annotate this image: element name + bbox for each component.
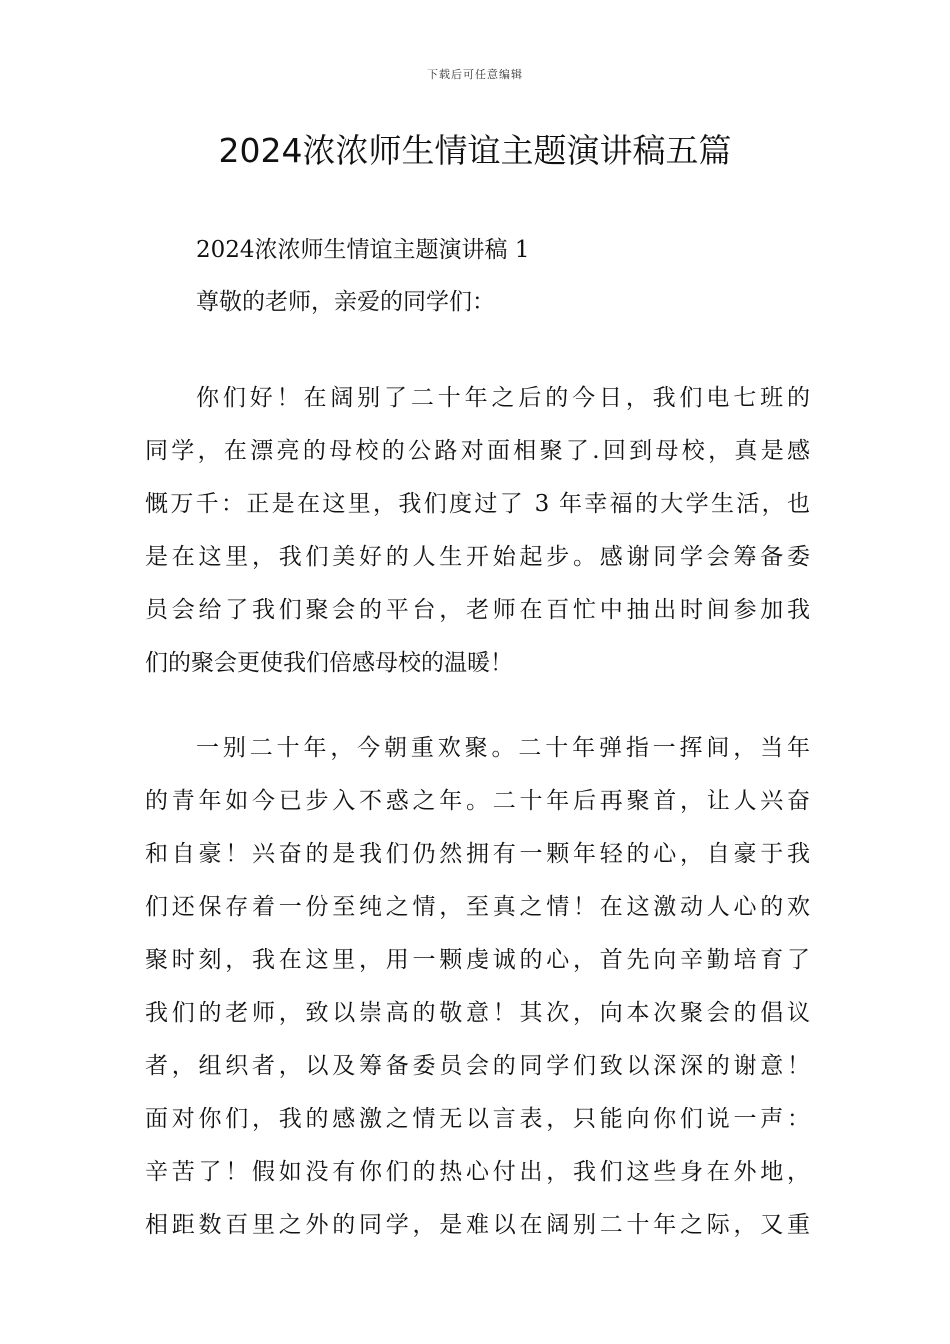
paragraph-line: 面对你们，我的感激之情无以言表，只能向你们说一声： xyxy=(145,1106,810,1132)
paragraph-2 xyxy=(145,722,810,1252)
paragraph-line: 相距数百里之外的同学，是难以在阔别二十年之际，又重 xyxy=(145,1212,810,1238)
header-note: 下载后可任意编辑 xyxy=(427,68,523,81)
paragraph-line: 我们的老师，致以崇高的敬意！其次，向本次聚会的倡议 xyxy=(145,1000,810,1026)
section-subheading: 2024浓浓师生情谊主题演讲稿 1 xyxy=(196,237,530,263)
paragraph-line: 的青年如今已步入不惑之年。二十年后再聚首，让人兴奋 xyxy=(145,788,810,814)
paragraph-line: 聚时刻，我在这里，用一颗虔诚的心，首先向辛勤培育了 xyxy=(145,947,810,973)
paragraph-line: 者，组织者，以及筹备委员会的同学们致以深深的谢意！ xyxy=(145,1053,810,1079)
paragraph-line: 一别二十年，今朝重欢聚。二十年弹指一挥间，当年 xyxy=(196,735,810,761)
paragraph-line: 同学，在漂亮的母校的公路对面相聚了.回到母校，真是感 xyxy=(145,438,810,464)
paragraph-line: 慨万千：正是在这里，我们度过了 3 年幸福的大学生活，也 xyxy=(145,491,810,517)
paragraph-1 xyxy=(145,372,810,690)
paragraph-line: 们还保存着一份至纯之情，至真之情！在这激动人心的欢 xyxy=(145,894,810,920)
paragraph-line: 和自豪！兴奋的是我们仍然拥有一颗年轻的心，自豪于我 xyxy=(145,841,810,867)
paragraph-line: 是在这里，我们美好的人生开始起步。感谢同学会筹备委 xyxy=(145,544,810,570)
document-title: 2024浓浓师生情谊主题演讲稿五篇 xyxy=(218,131,732,170)
paragraph-line: 辛苦了！假如没有你们的热心付出，我们这些身在外地， xyxy=(145,1159,810,1185)
paragraph-line: 员会给了我们聚会的平台，老师在百忙中抽出时间参加我 xyxy=(145,597,810,623)
paragraph-line: 你们好！在阔别了二十年之后的今日，我们电七班的 xyxy=(196,385,810,411)
salutation: 尊敬的老师，亲爱的同学们： xyxy=(196,289,495,315)
paragraph-line: 们的聚会更使我们倍感母校的温暖！ xyxy=(145,650,513,676)
